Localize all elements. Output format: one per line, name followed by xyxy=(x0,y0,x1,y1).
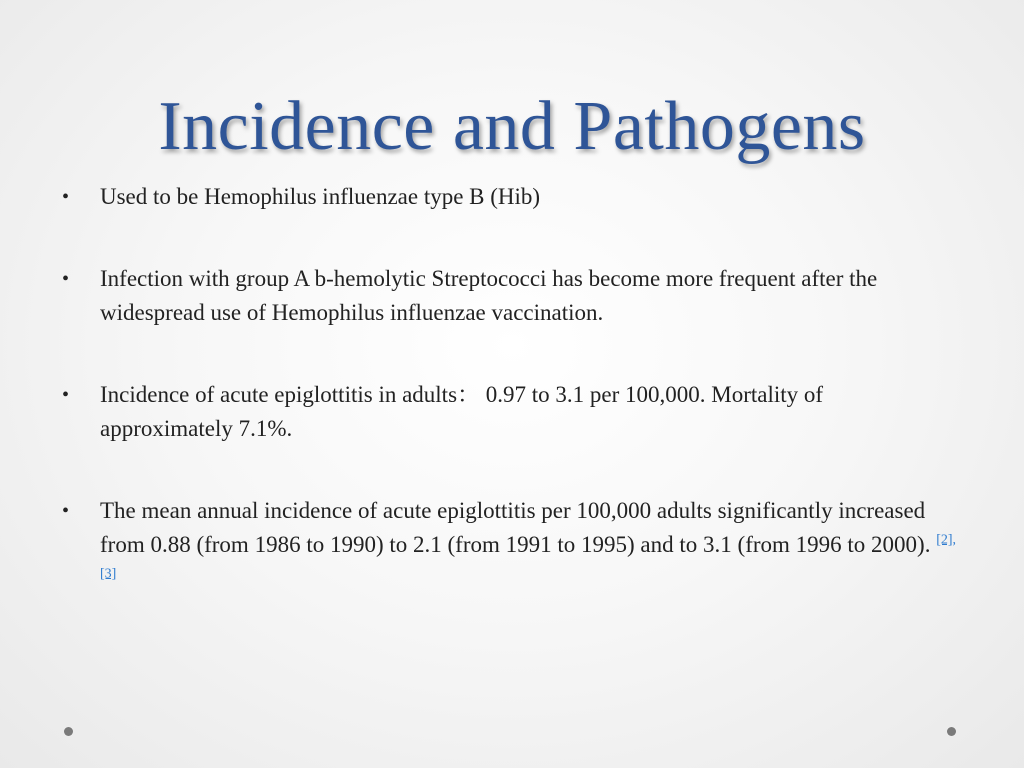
bullet-item xyxy=(60,180,960,214)
citation-link-2[interactable]: [2] xyxy=(936,532,953,548)
bullet-marker: • xyxy=(62,268,70,290)
bullet-text: The mean annual incidence of acute epiglottitis per 100,000 adults significantly increased from 0.88 (from 1986 to 1990) to 2.1 (from 1991 to 1995) and to 3.1 (from 1996 to 2000). xyxy=(100,498,931,557)
bullet-text: Incidence of acute epiglottitis in adults： 0.97 to 3.1 per 100,000. Mortality of approximately 7.1%. xyxy=(100,382,824,441)
bullet-list xyxy=(60,180,960,644)
bullet-item xyxy=(60,378,960,446)
bullet-item xyxy=(60,494,960,596)
bullet-marker: • xyxy=(62,384,70,406)
bullet-item xyxy=(60,262,960,330)
citation-separator: , xyxy=(952,532,957,548)
bullet-text: Infection with group A b-hemolytic Streptococci has become more frequent after the widespread use of Hemophilus influenzae vaccination. xyxy=(100,266,878,325)
citation-link-3[interactable]: [3] xyxy=(100,566,117,582)
bullet-marker: • xyxy=(62,500,70,522)
slide-title: Incidence and Pathogens xyxy=(158,88,866,165)
nav-dot-left-icon xyxy=(64,727,73,736)
bullet-marker: • xyxy=(62,186,70,208)
nav-dot-right-icon xyxy=(947,727,956,736)
bullet-text: Used to be Hemophilus influenzae type B (Hib) xyxy=(100,184,541,209)
